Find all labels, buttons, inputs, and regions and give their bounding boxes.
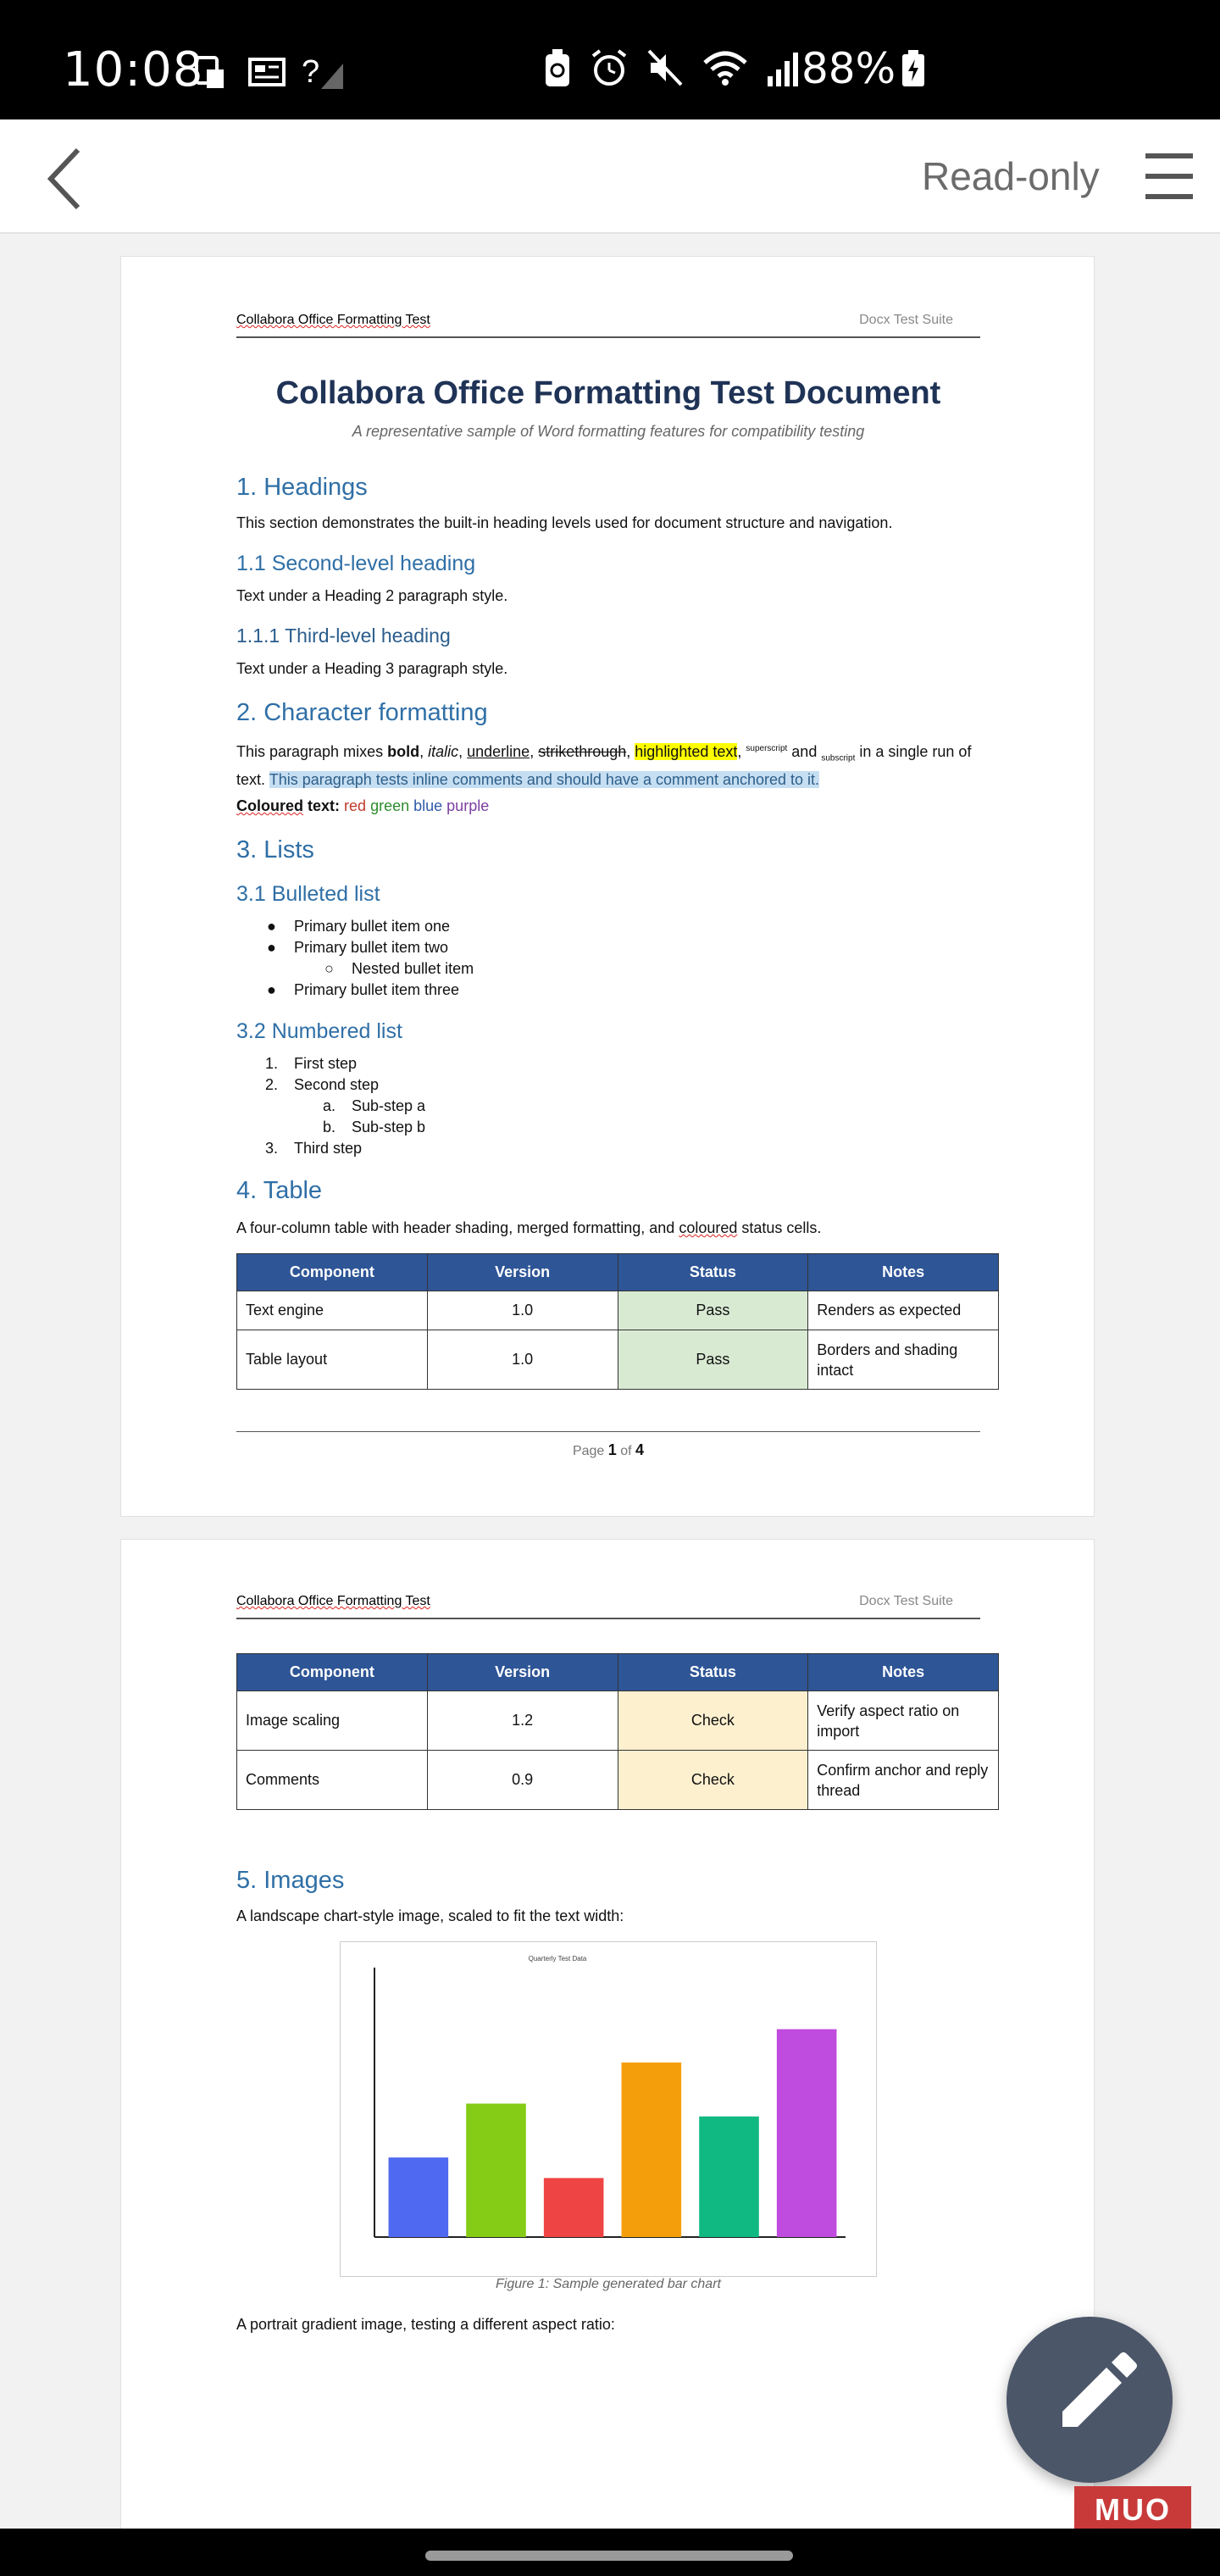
list-item-text: Primary bullet item three [294, 981, 460, 998]
mute-icon [646, 47, 685, 88]
coloured-text-paragraph [236, 796, 980, 817]
bar-chart [341, 1942, 876, 2276]
coloured-label [236, 797, 340, 814]
table-cell: Text engine [237, 1291, 428, 1330]
table-cell: Verify aspect ratio on import [808, 1691, 999, 1751]
menu-button[interactable] [1144, 143, 1195, 209]
table-cell: Image scaling [237, 1691, 428, 1751]
muo-watermark-logo: MUO [1074, 2486, 1191, 2534]
list-number: 3. [265, 1140, 279, 1157]
chevron-left-icon [41, 145, 100, 213]
table-cell: 1.0 [427, 1291, 618, 1330]
chart-bar [544, 2178, 604, 2237]
app-bar [0, 119, 1220, 234]
text-run: This paragraph mixes [236, 743, 388, 760]
list-item-text: First step [294, 1055, 358, 1072]
chart-bar [389, 2157, 449, 2237]
header-left-text: Collabora Office Formatting Test [236, 1594, 430, 1608]
heading-1: 4. Table [236, 1177, 323, 1204]
heading-1: 3. Lists [236, 836, 314, 863]
document-subtitle: A representative sample of Word formatting features for compatibility testing [352, 423, 865, 440]
bullet-marker: ● [267, 918, 276, 935]
table-header-row [237, 1654, 999, 1691]
footer-label: Page [572, 1444, 608, 1458]
heading-1: 2. Character formatting [236, 699, 488, 726]
battery-charging-icon [901, 49, 926, 88]
page-header [236, 1594, 980, 1619]
heading-2: 1.1 Second-level heading [236, 552, 476, 575]
alarm-icon [590, 47, 629, 88]
chart-caption: Figure 1: Sample generated bar chart [496, 2277, 721, 2291]
header-left [236, 1594, 430, 1609]
strikethrough-text: strikethrough [538, 743, 627, 760]
heading-2: 3.1 Bulleted list [236, 882, 380, 906]
column-header: Version [427, 1654, 618, 1691]
heading-1: 5. Images [236, 1867, 345, 1894]
list-item [236, 937, 980, 958]
text-run: , [626, 743, 635, 760]
table-cell: 0.9 [427, 1751, 618, 1810]
column-header: Version [427, 1254, 618, 1291]
italic-text: italic [428, 743, 459, 760]
text-run: and [787, 743, 822, 760]
paragraph: Text under a Heading 2 paragraph style. [236, 587, 508, 604]
paragraph: A portrait gradient image, testing a different aspect ratio: [236, 2316, 615, 2333]
navigation-bar [0, 2529, 1220, 2576]
table-row [237, 1691, 999, 1751]
header-left-text: Collabora Office Formatting Test [236, 313, 430, 327]
sim-card-icon [193, 53, 232, 92]
signal-icon [766, 47, 803, 88]
highlighted-text: highlighted text [635, 743, 738, 760]
chart-bars [389, 2029, 837, 2237]
unknown-signal-mark: ? [302, 53, 320, 90]
paragraph: A landscape chart-style image, scaled to fit the text width: [236, 1907, 624, 1924]
text-run: , [419, 743, 429, 760]
table-row [237, 1751, 999, 1810]
bullet-marker: ○ [324, 960, 334, 977]
footer-of: of [616, 1444, 636, 1458]
column-header: Component [237, 1654, 428, 1691]
column-header: Notes [808, 1254, 999, 1291]
text-run: A four-column table with header shading, merged formatting, and [236, 1219, 679, 1236]
back-button[interactable] [41, 145, 100, 213]
hamburger-icon [1144, 143, 1195, 209]
home-gesture-pill[interactable] [425, 2551, 793, 2561]
list-item-text: Sub-step b [352, 1119, 426, 1135]
bulleted-list [236, 916, 980, 1001]
document-page-2[interactable] [120, 1539, 1095, 2556]
table-cell: 1.0 [427, 1330, 618, 1390]
green-text: green [370, 797, 410, 814]
character-formatting-paragraph [236, 738, 982, 791]
pencil-icon [1006, 2317, 1173, 2483]
list-item [236, 1074, 980, 1096]
list-item-text: Primary bullet item two [294, 939, 449, 956]
text-run: , [530, 743, 539, 760]
list-item-text: Nested bullet item [352, 960, 474, 977]
chart-bar [622, 2062, 682, 2237]
bold-text: bold [387, 743, 420, 760]
heading-3: 1.1.1 Third-level heading [236, 625, 451, 647]
table-cell: Comments [237, 1751, 428, 1810]
battery-saver-icon [542, 47, 573, 88]
read-only-label: Read-only [922, 154, 1100, 198]
blue-text: blue [413, 797, 443, 814]
bullet-marker: ● [267, 981, 276, 998]
clock: 10:08 [63, 42, 204, 97]
status-bar [0, 0, 1220, 119]
table-cell: Table layout [237, 1330, 428, 1390]
list-number: 2. [265, 1076, 279, 1093]
heading-1: 1. Headings [236, 474, 368, 501]
paragraph: This section demonstrates the built-in heading levels used for document structure and navigation. [236, 514, 893, 531]
column-header: Component [237, 1254, 428, 1291]
underline-text: underline [467, 743, 530, 760]
paragraph [236, 1218, 980, 1239]
edit-button[interactable] [1006, 2317, 1173, 2483]
subscript-text: subscript [821, 753, 856, 763]
bullet-marker: ● [267, 939, 276, 956]
notification-icons [193, 53, 345, 92]
red-text: red [344, 797, 367, 814]
header-right: Docx Test Suite [859, 1594, 953, 1608]
text-run: , [458, 743, 468, 760]
page-footer [236, 1441, 980, 1459]
chart-title: Quarterly Test Data [528, 1955, 587, 1963]
list-item [236, 1117, 980, 1138]
list-item-text: Sub-step a [352, 1097, 426, 1114]
system-icons [542, 47, 803, 88]
paragraph: Text under a Heading 3 paragraph style. [236, 660, 508, 677]
battery-percent: 88% [801, 44, 896, 93]
list-item [236, 958, 980, 980]
purple-text: purple [446, 797, 490, 814]
list-number: 1. [265, 1055, 279, 1072]
chart-bar [466, 2104, 526, 2237]
status-cell: Pass [618, 1291, 808, 1330]
text-run: in a single run of text. [236, 743, 972, 788]
header-right: Docx Test Suite [859, 313, 953, 327]
list-item [236, 1138, 980, 1159]
battery-indicator [801, 44, 926, 93]
list-item [236, 980, 980, 1001]
status-cell: Pass [618, 1330, 808, 1390]
table-header-row [237, 1254, 999, 1291]
document-page-1[interactable] [120, 256, 1095, 1517]
text-run-spellcheck: coloured [679, 1219, 738, 1236]
news-icon [247, 55, 286, 89]
footer-page-total: 4 [635, 1441, 645, 1458]
table-row [237, 1330, 999, 1390]
superscript-text: superscript [746, 744, 788, 753]
page-footer-rule [236, 1431, 980, 1432]
header-left [236, 313, 430, 328]
footer-page-number: 1 [607, 1441, 617, 1458]
coloured-label-rest: text: [303, 797, 341, 814]
status-cell: Check [618, 1691, 808, 1751]
status-table [236, 1253, 999, 1390]
column-header: Notes [808, 1654, 999, 1691]
table-cell: Renders as expected [808, 1291, 999, 1330]
list-number: b. [323, 1119, 336, 1135]
text-run: status cells. [737, 1219, 822, 1236]
no-signal-icon [302, 54, 345, 91]
status-cell: Check [618, 1751, 808, 1810]
table-cell: Borders and shading intact [808, 1330, 999, 1390]
page-header [236, 313, 980, 338]
column-header: Status [618, 1654, 808, 1691]
list-item-text: Primary bullet item one [294, 918, 451, 935]
list-number: a. [323, 1097, 336, 1114]
list-item-text: Second step [294, 1076, 380, 1093]
column-header: Status [618, 1254, 808, 1291]
table-cell: Confirm anchor and reply thread [808, 1751, 999, 1810]
numbered-list [236, 1053, 980, 1159]
coloured-label-word: Coloured [236, 797, 303, 814]
list-item [236, 1053, 980, 1074]
table-cell: 1.2 [427, 1691, 618, 1751]
list-item-text: Third step [294, 1140, 363, 1157]
heading-2: 3.2 Numbered list [236, 1019, 402, 1043]
text-run: , [737, 743, 746, 760]
chart-bar [699, 2117, 759, 2237]
list-item [236, 1096, 980, 1117]
list-item [236, 916, 980, 937]
comment-anchor-text[interactable]: This paragraph tests inline comments and should have a comment anchored to it. [269, 770, 820, 788]
chart-image-frame [340, 1941, 877, 2277]
chart-bar [777, 2029, 837, 2237]
status-table-continued [236, 1653, 999, 1810]
table-row [237, 1291, 999, 1330]
document-title: Collabora Office Formatting Test Document [275, 375, 941, 411]
wifi-icon [702, 47, 749, 88]
